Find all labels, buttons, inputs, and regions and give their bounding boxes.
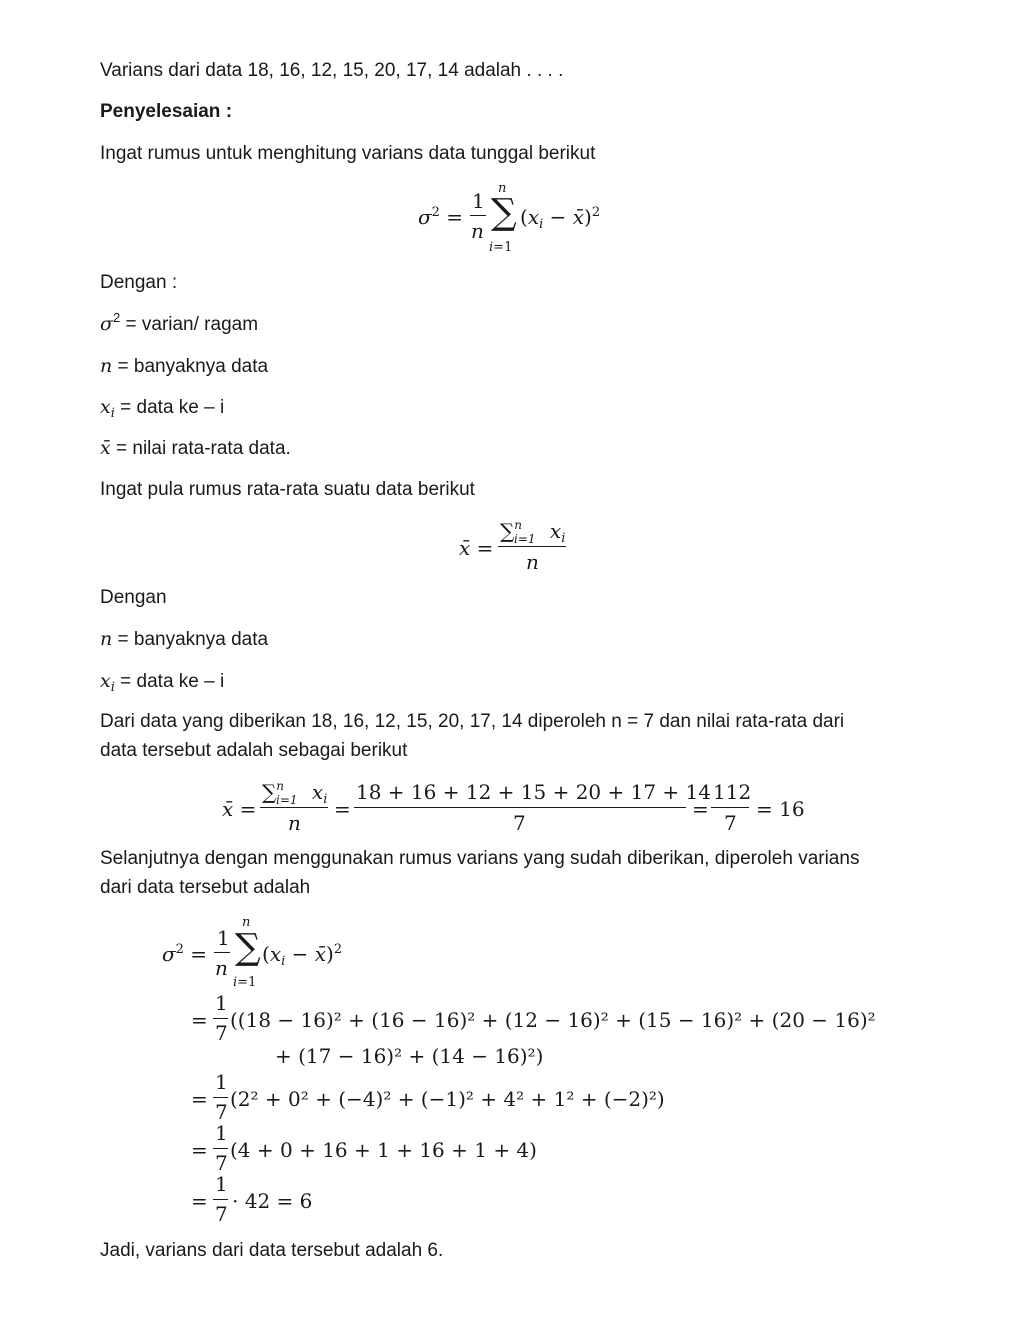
- variance-step-1-cont: + (17 − 16)² + (14 − 16)²): [275, 1044, 544, 1068]
- intro-variance-text: Ingat rumus untuk menghitung varians data tunggal berikut: [100, 143, 596, 164]
- next-line-2: dari data tersebut adalah: [100, 877, 311, 898]
- question-text: Varians dari data 18, 16, 12, 15, 20, 17, 14 adalah . . . .: [100, 60, 564, 81]
- dengan-label: Dengan: [100, 587, 167, 608]
- def-n: n = banyaknya data: [100, 355, 269, 377]
- given-line-1: Dari data yang diberikan 18, 16, 12, 15, 20, 17, 14 diperoleh n = 7 dan nilai rata-rata dari: [100, 711, 845, 732]
- given-line-2: data tersebut adalah sebagai berikut: [100, 740, 408, 761]
- def-sigma-squared: $\sigma^2$ = varian/ ragam: [100, 310, 259, 335]
- def2-n: n = banyaknya data: [100, 628, 269, 650]
- dengan-colon-label: Dengan :: [100, 272, 178, 293]
- solution-heading: Penyelesaian :: [100, 101, 233, 122]
- def-xi: $x_i$ = data ke – i: [100, 396, 225, 421]
- variance-step-2: (2² + 0² + (−4)² + (−1)² + 4² + 1² + (−2)²): [230, 1087, 665, 1111]
- variance-step-3: (4 + 0 + 16 + 1 + 16 + 1 + 4): [230, 1138, 537, 1162]
- intro-mean-text: Ingat pula rumus rata-rata suatu data berikut: [100, 479, 475, 500]
- def2-xi: $x_i$ = data ke – i: [100, 670, 225, 695]
- def-xbar: x̄ = nilai rata-rata data.: [100, 437, 291, 459]
- variance-step-4: · 42 = 6: [232, 1189, 313, 1213]
- next-line-1: Selanjutnya dengan menggunakan rumus varians yang sudah diberikan, diperoleh varians: [100, 848, 860, 869]
- conclusion-text: Jadi, varians dari data tersebut adalah 6.: [100, 1240, 444, 1261]
- variance-step-1: ((18 − 16)² + (16 − 16)² + (12 − 16)² + (15 − 16)² + (20 − 16)²: [230, 1008, 876, 1032]
